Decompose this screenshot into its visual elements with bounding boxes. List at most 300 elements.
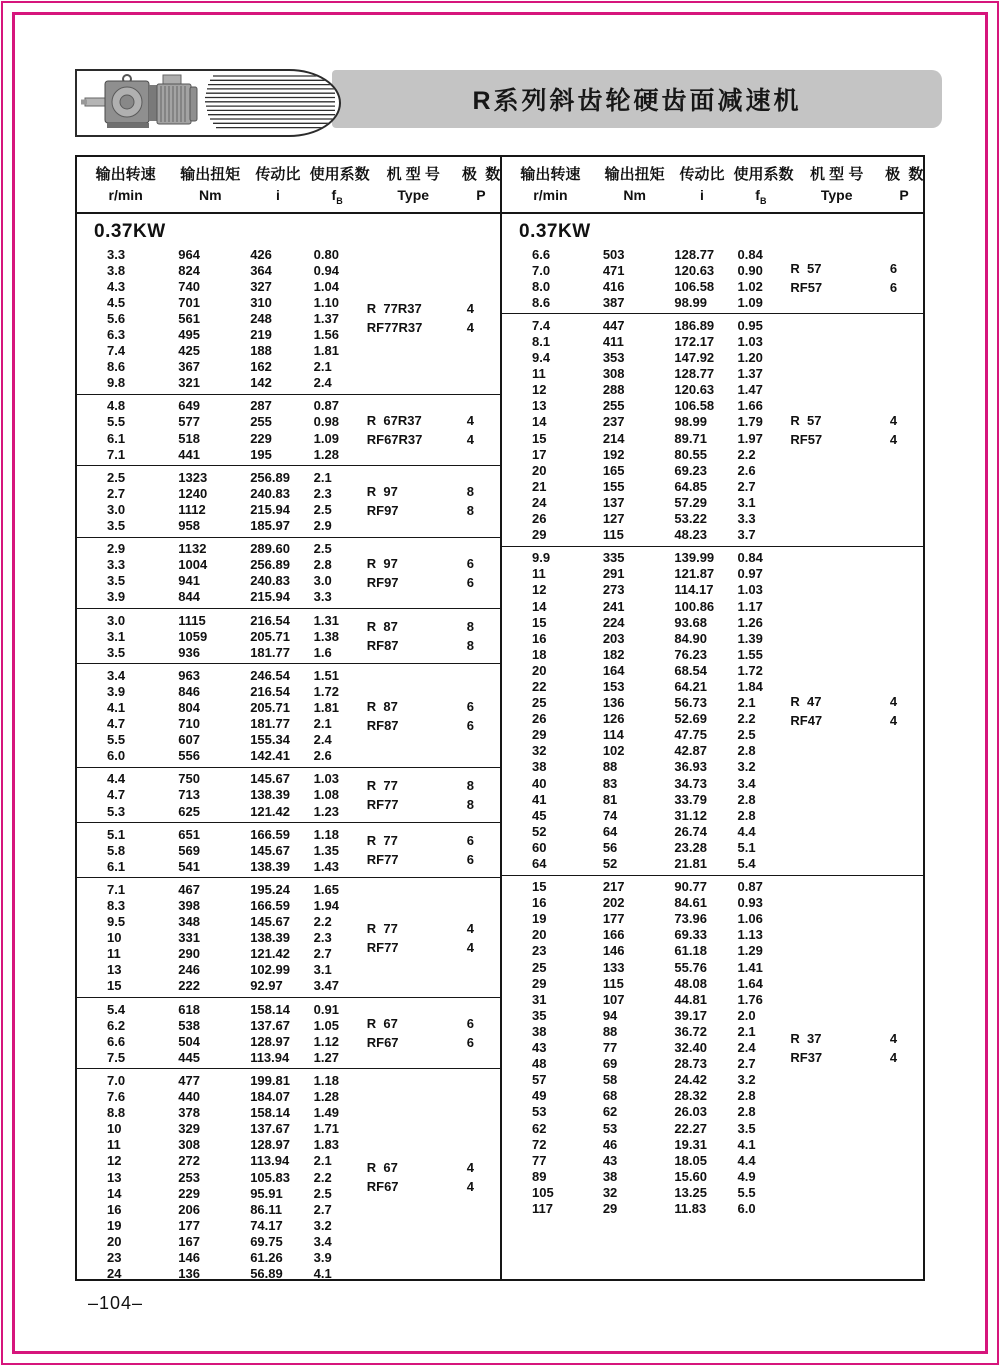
cell-speed: 5.5 (107, 732, 126, 748)
cell-speed: 52 (532, 823, 547, 839)
table-section (77, 214, 500, 395)
cell-ratio: 128.77 (674, 366, 715, 382)
cell-speed: 2.7 (107, 485, 126, 501)
cell-speed: 16 (532, 630, 547, 646)
cell-service-factor: 0.80 (313, 246, 339, 262)
cell-service-factor: 2.7 (737, 478, 756, 494)
cell-ratio: 181.77 (250, 644, 290, 660)
table-section (77, 466, 500, 537)
cell-ratio: 142.41 (250, 748, 290, 764)
table-row (502, 1184, 923, 1200)
cell-speed: 31 (532, 991, 547, 1007)
cell-speed: 6.1 (107, 858, 126, 874)
table-row (77, 398, 500, 414)
cell-service-factor: 2.1 (737, 695, 756, 711)
cell-service-factor: 2.8 (313, 557, 332, 573)
table-row (77, 914, 500, 930)
cell-service-factor: 2.9 (313, 518, 332, 534)
table-row (502, 1088, 923, 1104)
table-row (77, 771, 500, 787)
cell-torque: 1132 (178, 541, 207, 557)
table-row (502, 414, 923, 430)
cell-torque: 471 (602, 262, 625, 278)
poles-label: 8 8 (466, 777, 474, 812)
cell-ratio: 90.77 (674, 879, 707, 895)
cell-torque: 353 (602, 350, 625, 366)
cell-ratio: 11.83 (674, 1200, 707, 1216)
cell-service-factor: 1.71 (313, 1121, 339, 1137)
cell-speed: 14 (532, 414, 547, 430)
cell-torque: 495 (178, 327, 200, 343)
table-row (77, 1089, 500, 1105)
table-section (502, 876, 923, 1220)
cell-service-factor: 2.0 (737, 1007, 756, 1023)
cell-speed: 105 (532, 1184, 554, 1200)
cell-speed: 6.6 (532, 246, 551, 262)
cell-ratio: 21.81 (674, 856, 707, 872)
cell-ratio: 137.67 (250, 1121, 290, 1137)
power-rating-heading: 0.37KW (94, 221, 166, 242)
table-row (502, 727, 923, 743)
cell-ratio: 98.99 (674, 294, 707, 310)
col-speed-label: 输出转速 (95, 166, 156, 184)
cell-speed: 23 (532, 943, 547, 959)
cell-ratio: 185.97 (250, 518, 290, 534)
cell-ratio: 28.32 (674, 1088, 707, 1104)
cell-torque: 713 (178, 787, 200, 803)
cell-ratio: 80.55 (674, 446, 707, 462)
cell-ratio: 145.67 (250, 914, 290, 930)
cell-service-factor: 2.8 (737, 1088, 756, 1104)
cell-service-factor: 3.3 (737, 511, 756, 527)
table-row (77, 326, 500, 342)
cell-speed: 8.1 (532, 334, 551, 350)
cell-ratio: 246.54 (250, 667, 290, 683)
cell-service-factor: 1.97 (737, 430, 763, 446)
cell-torque: 146 (178, 1249, 200, 1265)
title-banner (332, 70, 942, 128)
gear-motor-image (77, 71, 335, 131)
table-section (77, 395, 500, 466)
cell-ratio: 166.59 (250, 898, 290, 914)
cell-service-factor: 0.87 (737, 879, 763, 895)
cell-torque: 477 (178, 1072, 200, 1088)
cell-speed: 4.4 (107, 771, 126, 787)
table-row (77, 414, 500, 430)
cell-torque: 203 (602, 630, 625, 646)
col-poles-unit: P (899, 187, 909, 204)
cell-speed: 48 (532, 1056, 547, 1072)
cell-service-factor: 1.23 (313, 803, 339, 819)
cell-ratio: 13.25 (674, 1184, 707, 1200)
col-poles-unit: P (476, 187, 486, 204)
spec-table (75, 155, 925, 1281)
cell-torque: 115 (602, 527, 624, 543)
cell-ratio: 113.94 (250, 1153, 290, 1169)
table-row (77, 1001, 500, 1017)
cell-speed: 3.5 (107, 644, 126, 660)
cell-torque: 290 (178, 946, 200, 962)
cell-torque: 958 (178, 518, 200, 534)
cell-ratio: 147.92 (674, 350, 715, 366)
table-row (77, 612, 500, 628)
cell-torque: 467 (178, 881, 200, 897)
table-row (77, 667, 500, 683)
cell-ratio: 229 (250, 430, 272, 446)
section-rows (77, 469, 500, 533)
table-row (77, 589, 500, 605)
cell-ratio: 145.67 (250, 842, 290, 858)
cell-ratio: 145.67 (250, 771, 290, 787)
table-row (502, 695, 923, 711)
cell-ratio: 128.77 (674, 246, 715, 262)
cell-torque: 335 (602, 550, 625, 566)
cell-ratio: 181.77 (250, 716, 290, 732)
cell-speed: 14 (107, 1185, 122, 1201)
cell-torque: 425 (178, 343, 200, 359)
cell-ratio: 215.94 (250, 501, 290, 517)
table-row (77, 262, 500, 278)
cell-ratio: 121.42 (250, 803, 290, 819)
table-row (77, 1233, 500, 1249)
cell-service-factor: 3.0 (313, 573, 332, 589)
cell-ratio: 15.60 (674, 1168, 707, 1184)
cell-service-factor: 1.28 (313, 446, 339, 462)
model-type-label: R 57 RF57 (790, 413, 823, 448)
table-row (77, 1266, 500, 1279)
cell-speed: 4.8 (107, 398, 126, 414)
table-row (77, 1121, 500, 1137)
cell-service-factor: 1.08 (313, 787, 339, 803)
cell-service-factor: 1.20 (737, 350, 763, 366)
table-row (77, 748, 500, 764)
table-row (502, 662, 923, 678)
cell-torque: 133 (602, 959, 625, 975)
cell-speed: 15 (532, 614, 547, 630)
table-row (77, 842, 500, 858)
cell-speed: 24 (532, 494, 547, 510)
cell-torque: 229 (178, 1185, 200, 1201)
cell-speed: 40 (532, 775, 547, 791)
cell-speed: 41 (532, 791, 547, 807)
cell-service-factor: 1.13 (737, 927, 763, 943)
table-row (77, 803, 500, 819)
cell-service-factor: 1.83 (313, 1137, 339, 1153)
cell-ratio: 121.42 (250, 946, 290, 962)
cell-service-factor: 1.35 (313, 842, 339, 858)
cell-torque: 288 (602, 382, 625, 398)
cell-service-factor: 1.29 (737, 943, 763, 959)
section-rows (77, 1001, 500, 1065)
cell-speed: 11 (532, 566, 546, 582)
cell-speed: 3.3 (107, 557, 126, 573)
cell-ratio: 256.89 (250, 557, 290, 573)
cell-torque: 618 (178, 1001, 200, 1017)
table-row (77, 644, 500, 660)
cell-ratio: 195 (250, 446, 272, 462)
table-row (77, 446, 500, 462)
cell-ratio: 69.33 (674, 927, 707, 943)
cell-service-factor: 3.2 (737, 1072, 756, 1088)
cell-ratio: 120.63 (674, 382, 715, 398)
cell-ratio: 55.76 (674, 959, 707, 975)
cell-speed: 89 (532, 1168, 547, 1184)
cell-service-factor: 4.1 (737, 1136, 756, 1152)
model-type-label: R 77 RF77 (366, 833, 399, 868)
cell-speed: 13 (107, 962, 122, 978)
cell-torque: 367 (178, 359, 200, 375)
cell-ratio: 216.54 (250, 683, 290, 699)
table-row (502, 1040, 923, 1056)
cell-speed: 8.6 (532, 294, 551, 310)
cell-torque: 273 (602, 582, 625, 598)
cell-speed: 2.5 (107, 469, 126, 485)
cell-service-factor: 1.03 (313, 771, 339, 787)
cell-service-factor: 0.91 (313, 1001, 339, 1017)
cell-ratio: 105.83 (250, 1169, 290, 1185)
cell-torque: 224 (602, 614, 625, 630)
cell-service-factor: 1.43 (313, 858, 339, 874)
table-row (502, 446, 923, 462)
cell-service-factor: 1.84 (737, 678, 763, 694)
cell-ratio: 44.81 (674, 991, 707, 1007)
cell-speed: 62 (532, 1120, 547, 1136)
cell-torque: 83 (602, 775, 618, 791)
cell-torque: 651 (178, 826, 200, 842)
cell-ratio: 74.17 (250, 1217, 283, 1233)
table-row (502, 855, 923, 871)
cell-ratio: 142 (250, 375, 272, 391)
cell-torque: 1004 (178, 557, 208, 573)
table-row (77, 930, 500, 946)
table-row (77, 430, 500, 446)
col-speed-unit: r/min (108, 187, 143, 204)
cell-torque: 518 (178, 430, 200, 446)
table-row (77, 278, 500, 294)
cell-ratio: 92.97 (250, 978, 283, 994)
col-type-unit: Type (397, 187, 430, 204)
cell-speed: 3.9 (107, 683, 126, 699)
table-row (77, 1169, 500, 1185)
cell-ratio: 84.90 (674, 630, 707, 646)
table-row (77, 573, 500, 589)
section-rows (77, 881, 500, 994)
cell-ratio: 139.99 (674, 550, 715, 566)
cell-ratio: 216.54 (250, 612, 290, 628)
col-type-unit: Type (820, 187, 853, 204)
cell-speed: 7.6 (107, 1089, 126, 1105)
cell-ratio: 52.69 (674, 711, 707, 727)
cell-service-factor: 1.47 (737, 382, 763, 398)
table-row (502, 317, 923, 333)
cell-service-factor: 1.72 (313, 683, 339, 699)
cell-torque: 272 (178, 1153, 200, 1169)
cell-ratio: 137.67 (250, 1017, 290, 1033)
table-left-body (77, 214, 500, 1279)
cell-service-factor: 0.90 (737, 262, 763, 278)
table-row (502, 1104, 923, 1120)
cell-torque: 740 (178, 278, 200, 294)
cell-speed: 25 (532, 959, 547, 975)
cell-ratio: 89.71 (674, 430, 707, 446)
cell-speed: 3.5 (107, 518, 126, 534)
poles-label: 6 6 (889, 261, 898, 296)
table-row (77, 343, 500, 359)
cell-ratio: 114.17 (674, 582, 714, 598)
cell-ratio: 188 (250, 343, 272, 359)
section-rows (77, 246, 500, 391)
section-rows (77, 612, 500, 660)
cell-torque: 214 (602, 430, 625, 446)
cell-speed: 19 (107, 1217, 122, 1233)
col-poles-label: 极 数 (885, 166, 924, 184)
cell-torque: 68 (602, 1088, 618, 1104)
cell-speed: 17 (532, 446, 547, 462)
table-row (502, 430, 923, 446)
cell-ratio: 69.23 (674, 462, 707, 478)
cell-torque: 255 (602, 398, 625, 414)
cell-speed: 7.4 (107, 343, 126, 359)
cell-ratio: 36.93 (674, 759, 707, 775)
cell-torque: 561 (178, 310, 200, 326)
table-row (502, 630, 923, 646)
cell-speed: 9.8 (107, 375, 126, 391)
table-row (502, 759, 923, 775)
cell-service-factor: 1.27 (313, 1049, 339, 1065)
poles-label: 4 4 (889, 1030, 898, 1065)
col-poles-label: 极 数 (461, 166, 501, 184)
cell-ratio: 248 (250, 310, 272, 326)
cell-service-factor: 1.10 (313, 294, 339, 310)
cell-torque: 127 (602, 511, 625, 527)
cell-speed: 6.1 (107, 430, 126, 446)
cell-service-factor: 1.49 (313, 1105, 339, 1121)
cell-ratio: 186.89 (674, 317, 715, 333)
cell-speed: 15 (107, 978, 122, 994)
cell-service-factor: 2.1 (313, 359, 332, 375)
cell-torque: 1112 (178, 501, 206, 517)
cell-torque: 165 (602, 462, 625, 478)
cell-torque: 936 (178, 644, 200, 660)
cell-torque: 1115 (178, 612, 206, 628)
table-row (77, 826, 500, 842)
cell-service-factor: 1.72 (737, 662, 763, 678)
table-row (502, 478, 923, 494)
cell-torque: 155 (602, 478, 625, 494)
cell-ratio: 53.22 (674, 511, 707, 527)
cell-speed: 4.1 (107, 699, 126, 715)
table-row (502, 398, 923, 414)
cell-speed: 11 (532, 366, 546, 382)
table-row (77, 858, 500, 874)
cell-service-factor: 2.4 (313, 732, 332, 748)
table-row (77, 485, 500, 501)
table-row (77, 294, 500, 310)
table-header-left (77, 157, 500, 214)
table-row (502, 1136, 923, 1152)
cell-torque: 1323 (178, 469, 208, 485)
table-row (502, 1168, 923, 1184)
cell-speed: 38 (532, 759, 547, 775)
cell-speed: 2.9 (107, 541, 126, 557)
cell-ratio: 310 (250, 294, 272, 310)
table-row (502, 927, 923, 943)
cell-ratio: 48.08 (674, 975, 707, 991)
cell-service-factor: 0.97 (737, 566, 763, 582)
cell-ratio: 61.26 (250, 1249, 283, 1265)
cell-torque: 115 (602, 975, 624, 991)
cell-torque: 963 (178, 667, 200, 683)
cell-service-factor: 3.4 (313, 1233, 332, 1249)
table-row (77, 946, 500, 962)
cell-torque: 62 (602, 1104, 618, 1120)
cell-torque: 107 (602, 991, 625, 1007)
cell-service-factor: 1.55 (737, 646, 763, 662)
cell-service-factor: 2.4 (313, 375, 332, 391)
section-rows (77, 771, 500, 819)
cell-ratio: 158.14 (250, 1105, 290, 1121)
cell-service-factor: 1.81 (313, 343, 339, 359)
cell-ratio: 56.73 (674, 695, 707, 711)
col-ratio-label: 传动比 (679, 166, 725, 184)
cell-ratio: 138.39 (250, 787, 290, 803)
cell-torque: 504 (178, 1033, 200, 1049)
table-section (502, 214, 923, 314)
cell-speed: 7.5 (107, 1049, 126, 1065)
cell-speed: 20 (107, 1233, 122, 1249)
cell-ratio: 69.75 (250, 1233, 283, 1249)
cell-service-factor: 0.84 (737, 246, 763, 262)
cell-ratio: 57.29 (674, 494, 707, 510)
cell-speed: 117 (532, 1200, 553, 1216)
cell-speed: 5.6 (107, 310, 126, 326)
table-row (77, 716, 500, 732)
table-row (502, 382, 923, 398)
cell-service-factor: 2.2 (737, 711, 756, 727)
table-row (502, 791, 923, 807)
cell-speed: 6.6 (107, 1033, 126, 1049)
cell-torque: 445 (178, 1049, 200, 1065)
section-rows (77, 1072, 500, 1279)
table-row (502, 879, 923, 895)
cell-service-factor: 3.2 (737, 759, 756, 775)
cell-service-factor: 1.64 (737, 975, 763, 991)
table-row (502, 959, 923, 975)
table-row (502, 366, 923, 382)
table-row (502, 494, 923, 510)
cell-speed: 7.4 (532, 317, 551, 333)
poles-label: 4 4 (889, 693, 898, 728)
cell-ratio: 64.85 (674, 478, 707, 494)
power-rating-heading: 0.37KW (519, 221, 591, 242)
cell-service-factor: 1.51 (313, 667, 339, 683)
section-rows (77, 667, 500, 764)
cell-speed: 3.4 (107, 667, 126, 683)
cell-speed: 4.7 (107, 716, 126, 732)
cell-torque: 710 (178, 716, 200, 732)
cell-ratio: 128.97 (250, 1137, 290, 1153)
table-row (502, 278, 923, 294)
cell-speed: 11 (107, 1137, 121, 1153)
cell-speed: 5.5 (107, 414, 126, 430)
table-section (77, 664, 500, 768)
cell-service-factor: 2.7 (737, 1056, 756, 1072)
cell-service-factor: 1.94 (313, 898, 339, 914)
cell-torque: 237 (602, 414, 625, 430)
cell-service-factor: 2.7 (313, 946, 332, 962)
col-type-label: 机 型 号 (809, 166, 864, 184)
gear-motor-illustration (81, 75, 197, 128)
